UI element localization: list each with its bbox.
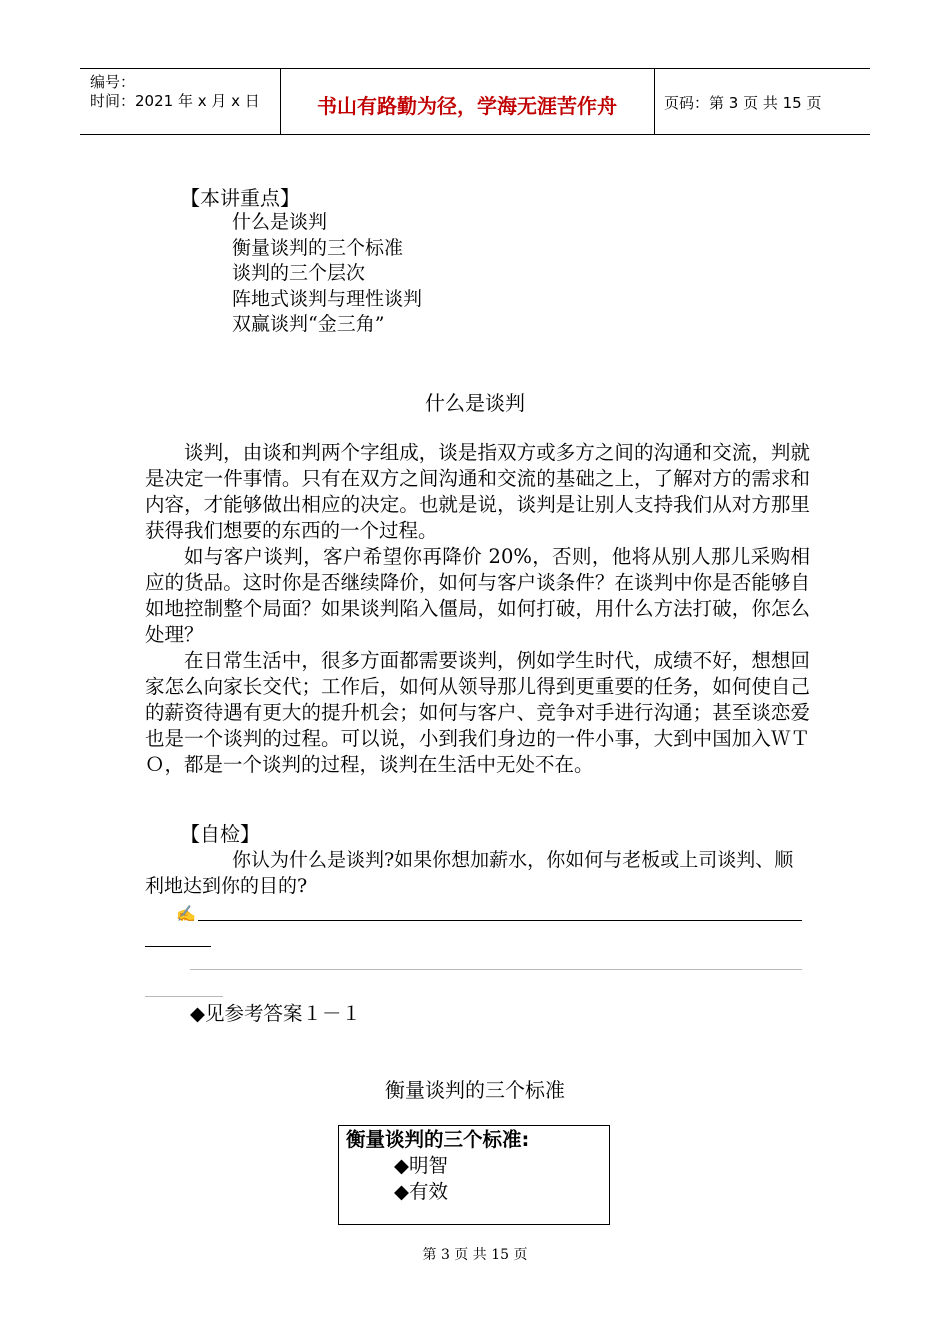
standard-item: ◆明智 [394,1154,448,1177]
header-bottom-rule [80,134,870,135]
key-point-item: 双赢谈判“金三角” [232,313,385,335]
doc-number-label: 编号： [90,73,136,91]
header-top-rule [80,68,870,69]
reference-answer: ◆见参考答案１－１ [190,1002,361,1025]
key-point-item: 阵地式谈判与理性谈判 [232,287,423,310]
header-motto: 书山有路勤为径，学海无涯苦作舟 [317,94,617,118]
key-point-item: 什么是谈判 [232,211,328,233]
answer-line[interactable] [145,996,223,997]
header-divider-right [654,68,655,135]
standard-item: ◆有效 [394,1180,448,1203]
paragraph: 如与客户谈判，客户希望你再降价 20%，否则，他将从别人那儿采购相应的货品。这时你是否继续降价，如何与客户谈条件？在谈判中你是否能够自如地控制整个局面？如果谈判陷入僵局，如何打破，用什么方法打破，你怎么处理？ [145,545,810,646]
answer-line[interactable] [198,920,802,921]
self-check-question: 你认为什么是谈判?如果你想加薪水，你如何与老板或上司谈判、顺利地达到你的目的? [145,849,794,897]
key-point-item: 谈判的三个层次 [232,262,366,284]
page-info: 页码：第 3 页 共 15 页 [664,94,822,112]
section-title: 衡量谈判的三个标准 [385,1078,565,1102]
key-points-heading: 【本讲重点】 [180,186,300,210]
answer-line[interactable] [190,969,802,970]
page-footer: 第 3 页 共 15 页 [422,1247,528,1263]
doc-date: 时间：2021 年 x 月 x 日 [90,92,260,110]
paragraph: 在日常生活中，很多方面都需要谈判，例如学生时代，成绩不好，想想回家怎么向家长交代；工作后，如何从领导那儿得到更重要的任务，如何使自己的薪资待遇有更大的提升机会；如何与客户、竞争对手进行沟通；甚至谈恋爱也是一个谈判的过程。可以说，小到我们身边的一件小事，大到中国加入ＷＴＯ，都是一个谈判的过程，谈判在生活中无处不在。 [145,649,810,776]
section-body [145,440,810,778]
paragraph: 谈判，由谈和判两个字组成，谈是指双方或多方之间的沟通和交流，判就是决定一件事情。只有在双方之间沟通和交流的基础之上，了解对方的需求和内容，才能够做出相应的决定。也就是说，谈判是让别人支持我们从对方那里获得我们想要的东西的一个过程。 [145,441,810,542]
key-points-list [232,210,422,338]
standards-box-title: 衡量谈判的三个标准: [346,1128,530,1151]
section-title: 什么是谈判 [425,391,525,415]
self-check-heading: 【自检】 [180,822,260,846]
answer-line[interactable] [145,946,211,947]
key-point-item: 衡量谈判的三个标准 [232,236,404,259]
pen-icon: ✍ [176,904,196,923]
